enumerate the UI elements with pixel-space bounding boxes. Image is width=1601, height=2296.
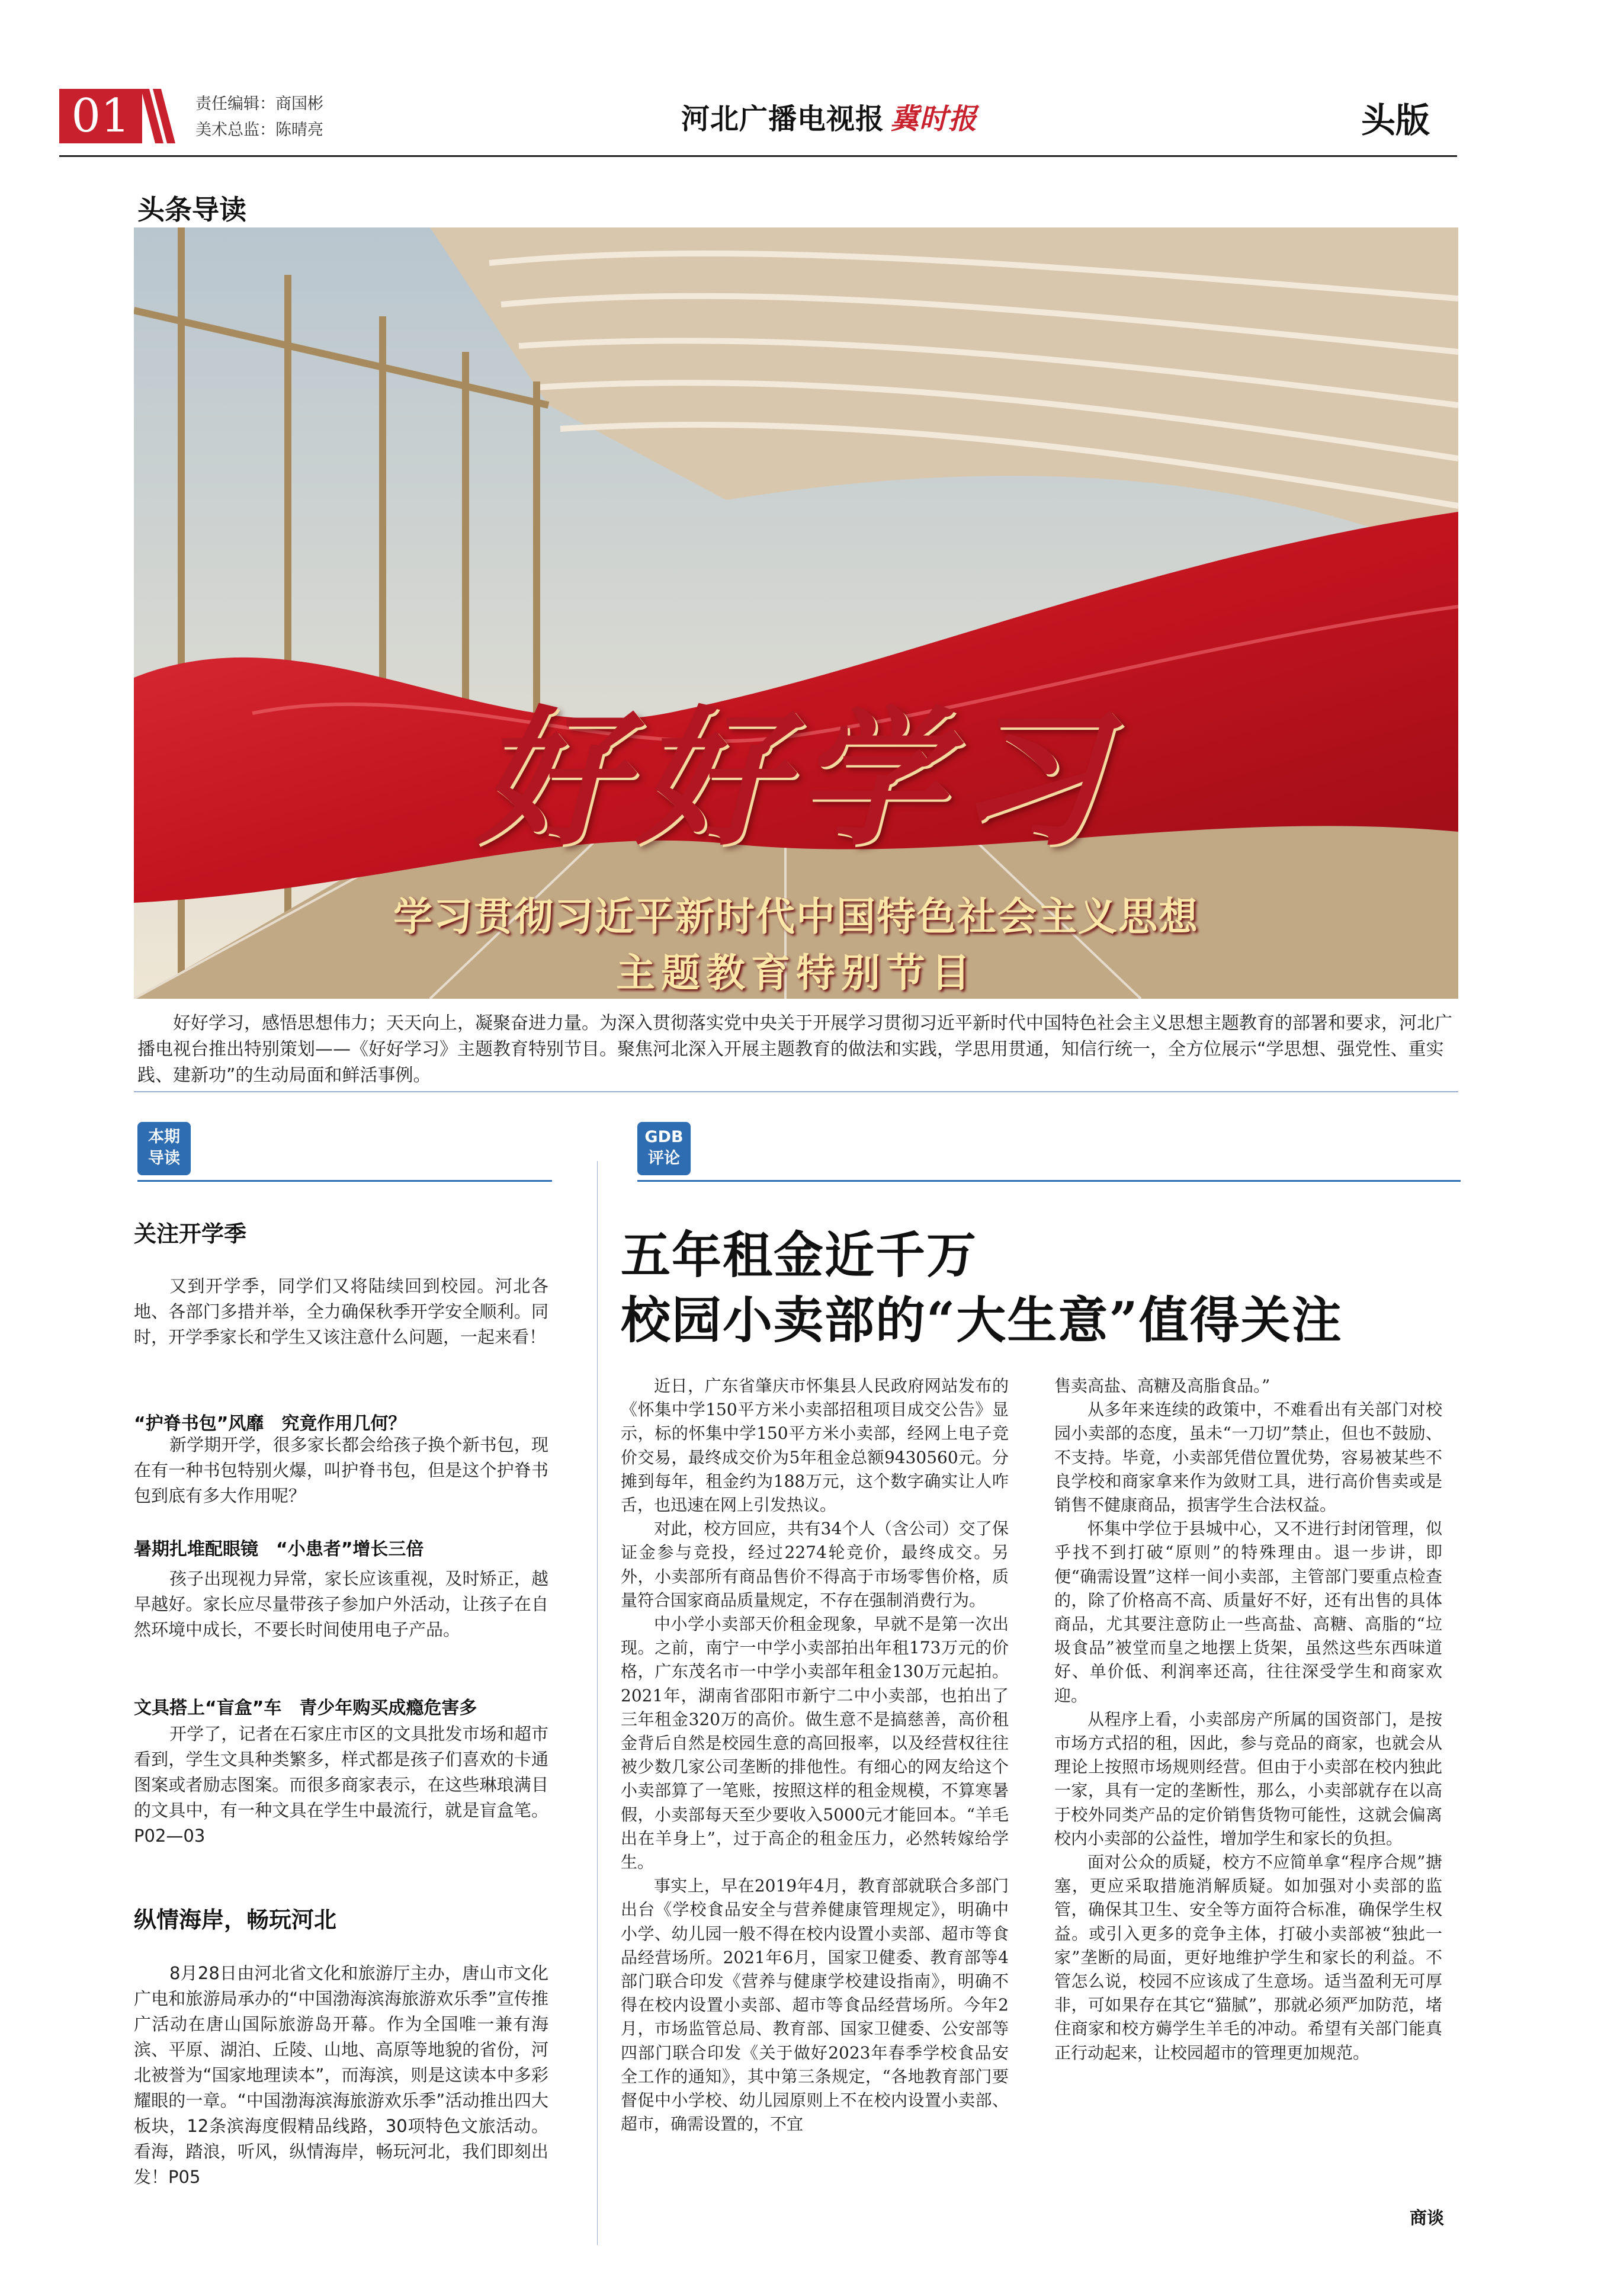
column-divider: [597, 1161, 598, 2245]
badge-line: 导读: [148, 1149, 180, 1168]
masthead: [681, 96, 977, 137]
section-text-coast: 8月28日由河北省文化和旅游厅主办，唐山市文化广电和旅游局承办的“中国渤海滨海旅游欢乐季”宣传推广活动在唐山国际旅游岛开幕。作为全国唯一兼有海滨、平原、湖泊、丘陵、山地、高原等地貌的省份，河北被誉为“国家地理读本”，而海滨，则是这读本中多彩耀眼的一章。“中国渤海滨海旅游欢乐季”活动推出四大板块，12条滨海度假精品线路，30项特色文旅活动。看海，踏浪，听风，纵情海岸，畅玩河北，我们即刻出发！P05: [134, 1963, 548, 2187]
article-paragraph: 对此，校方回应，共有34个人（含公司）交了保证金参与竞投，经过2274轮竞价，最终成交。另外，小卖部所有商品售价不得高于市场零售价格，质量符合国家商品质量规定，不存在强制消费行为。: [621, 1519, 1009, 1610]
hero-title: 好好学习: [476, 691, 1116, 865]
article-paragraph: 售卖高盐、高糖及高脂食品。”: [1054, 1376, 1270, 1396]
editor-credits: [195, 91, 323, 143]
item-text-glasses: 孩子出现视力异常，家长应该重视，及时矫正，越早越好。家长应尽量带孩子参加户外活动，让孩子在自然环境中成长，不要长时间使用电子产品。: [134, 1569, 548, 1640]
badge-line: 评论: [648, 1149, 680, 1168]
hero-background-art: [134, 227, 1458, 999]
article-column-1: [621, 1374, 1009, 2137]
caption-divider: [134, 1091, 1458, 1092]
item-title-backpack: “护脊书包”风靡 究竟作用几何？: [134, 1413, 406, 1434]
article-paragraph: 从多年来连续的政策中，不难看出有关部门对校园小卖部的态度，虽未“一刀切”禁止，但也不鼓励、不支持。毕竟，小卖部凭借位置优势，容易被某些不良学校和商家拿来作为敛财工具，进行高价售卖或是销售不健康商品，损害学生合法权益。: [1054, 1400, 1442, 1515]
hero-subtitle-line1: 学习贯彻习近平新时代中国特色社会主义思想: [393, 894, 1199, 939]
section-title-school-start: 关注开学季: [134, 1221, 247, 1247]
page-number-slash-icon: [141, 89, 177, 143]
badge-line: GDB: [644, 1128, 684, 1146]
article-title-line2: 校园小卖部的“大生意”值得关注: [621, 1291, 1343, 1349]
article-paragraph: 近日，广东省肇庆市怀集县人民政府网站发布的《怀集中学150平方米小卖部招租项目成交公告》显示，标的怀集中学150平方米小卖部，经网上电子竞价交易，最终成交价为5年租金总额9430560元。分摊到每年，租金约为188万元，这个数字确实让人咋舌，也迅速在网上引发热议。: [621, 1376, 1009, 1515]
article-paragraph: 事实上，早在2019年4月，教育部就联合多部门出台《学校食品安全与营养健康管理规定》，明确中小学、幼儿园一般不得在校内设置小卖部、超市等食品经营场所。2021年6月，国家卫健委、教育部等4部门联合印发《营养与健康学校建设指南》，明确不得在校内设置小卖部、超市等食品经营场所。今年2月，市场监管总局、教育部、国家卫健委、公安部等四部门联合印发《关于做好2023年春季学校食品安全工作的通知》，其中第三条规定，“各地教育部门要督促中小学校、幼儿园原则上不在校内设置小卖部、超市，确需设置的，不宜: [621, 1876, 1009, 2134]
header-divider: [59, 155, 1457, 157]
hero-caption: 好好学习，感悟思想伟力；天天向上，凝聚奋进力量。为深入贯彻落实党中央关于开展学习贯彻习近平新时代中国特色社会主义思想主题教育的部署和要求，河北广播电视台推出特别策划——《好好学习》主题教育特别节目。聚焦河北深入开展主题教育的做法和实践，学思用贯通，知信行统一，全方位展示“学思想、强党性、重实践、建新功”的生动局面和鲜活事例。: [137, 1013, 1452, 1086]
badge-line: 本期: [148, 1128, 180, 1146]
right-badge-divider: [637, 1180, 1461, 1182]
item-text-backpack: 新学期开学，很多家长都会给孩子换个新书包，现在有一种书包特别火爆，叫护脊书包，但是这个护脊书包到底有多大作用呢？: [134, 1435, 548, 1506]
issue-guide-badge: [137, 1122, 191, 1175]
section-intro: 又到开学季，同学们又将陆续回到校园。河北各地、各部门多措并举，全力确保秋季开学安全顺利。同时，开学季家长和学生又该注意什么问题，一起来看！: [134, 1276, 548, 1347]
article-paragraph: 中小学小卖部天价租金现象，早就不是第一次出现。之前，南宁一中学小卖部拍出年租173万元的价格，广东茂名市一中学小卖部年租金130万元起拍。2021年，湖南省邵阳市新宁二中小卖部，也拍出了三年租金320万的高价。做生意不是搞慈善，高价租金背后自然是校园生意的高回报率，以及经营权往往被少数几家公司垄断的排他性。有细心的网友给这个小卖部算了一笔账，按照这样的租金规模，不算寒暑假，小卖部每天至少要收入5000元才能回本。“羊毛出在羊身上”，过于高企的租金压力，必然转嫁给学生。: [621, 1614, 1009, 1872]
editor-line: 责任编辑：商国彬: [195, 95, 323, 113]
section-title-coast: 纵情海岸，畅玩河北: [134, 1907, 337, 1933]
art-director-line: 美术总监：陈晴亮: [195, 121, 323, 139]
article-signature: 商谈: [1410, 2208, 1445, 2228]
masthead-name: 河北广播电视报: [681, 102, 885, 136]
article-paragraph: 怀集中学位于县城中心，又不进行封闭管理，似乎找不到打破“原则”的特殊理由。退一步讲，即便“确需设置”这样一间小卖部，主管部门要重点检查的，除了价格高不高、质量好不好，还有出售的具体商品，尤其要注意防止一些高盐、高糖、高脂的“垃圾食品”被堂而皇之地摆上货架，虽然这些东西味道好、单价低、利润率还高，往往深受学生和商家欢迎。: [1054, 1519, 1442, 1705]
article-paragraph: 面对公众的质疑，校方不应简单拿“程序合规”搪塞，更应采取措施消解质疑。如加强对小卖部的监管，确保其卫生、安全等方面符合标准，确保学生权益。或引入更多的竞争主体，打破小卖部被“独此一家”垄断的局面，更好地维护学生和家长的利益。不管怎么说，校园不应该成了生意场。适当盈利无可厚非，可如果存在其它“猫腻”，那就必须严加防范，堵住商家和校方薅学生羊毛的冲动。希望有关部门能真正行动起来，让校园超市的管理更加规范。: [1054, 1852, 1442, 2063]
gdb-comment-badge: [637, 1122, 691, 1175]
edition-label: 头版: [1361, 100, 1430, 140]
lead-section-label: 头条导读: [137, 194, 246, 226]
page-number: 01: [59, 89, 142, 143]
item-title-blind-box: 文具搭上“盲盒”车 青少年购买成瘾危害多: [134, 1698, 477, 1718]
masthead-brand-logo: 冀时报: [890, 102, 978, 136]
article-column-2: [1054, 1374, 1442, 2065]
article-paragraph: 从程序上看，小卖部房产所属的国资部门，是按市场方式招的租，因此，参与竞品的商家，也就会从理论上按照市场规则经营。但由于小卖部在校内独此一家，具有一定的垄断性，那么，小卖部就存在以高于校外同类产品的定价销售货物可能性，这就会偏离校内小卖部的公益性，增加学生和家长的负担。: [1054, 1709, 1442, 1848]
hero-image: [134, 227, 1458, 999]
item-text-blind-box: 开学了，记者在石家庄市区的文具批发市场和超市看到，学生文具种类繁多，样式都是孩子们喜欢的卡通图案或者励志图案。而很多商家表示，在这些琳琅满目的文具中，有一种文具在学生中最流行，就是盲盒笔。P02—03: [134, 1724, 548, 1846]
item-title-glasses: 暑期扎堆配眼镜 “小患者”增长三倍: [134, 1539, 424, 1560]
hero-subtitle-line2: 主题教育特别节目: [616, 950, 976, 996]
left-badge-divider: [137, 1180, 552, 1182]
article-title-line1: 五年租金近千万: [621, 1226, 978, 1284]
